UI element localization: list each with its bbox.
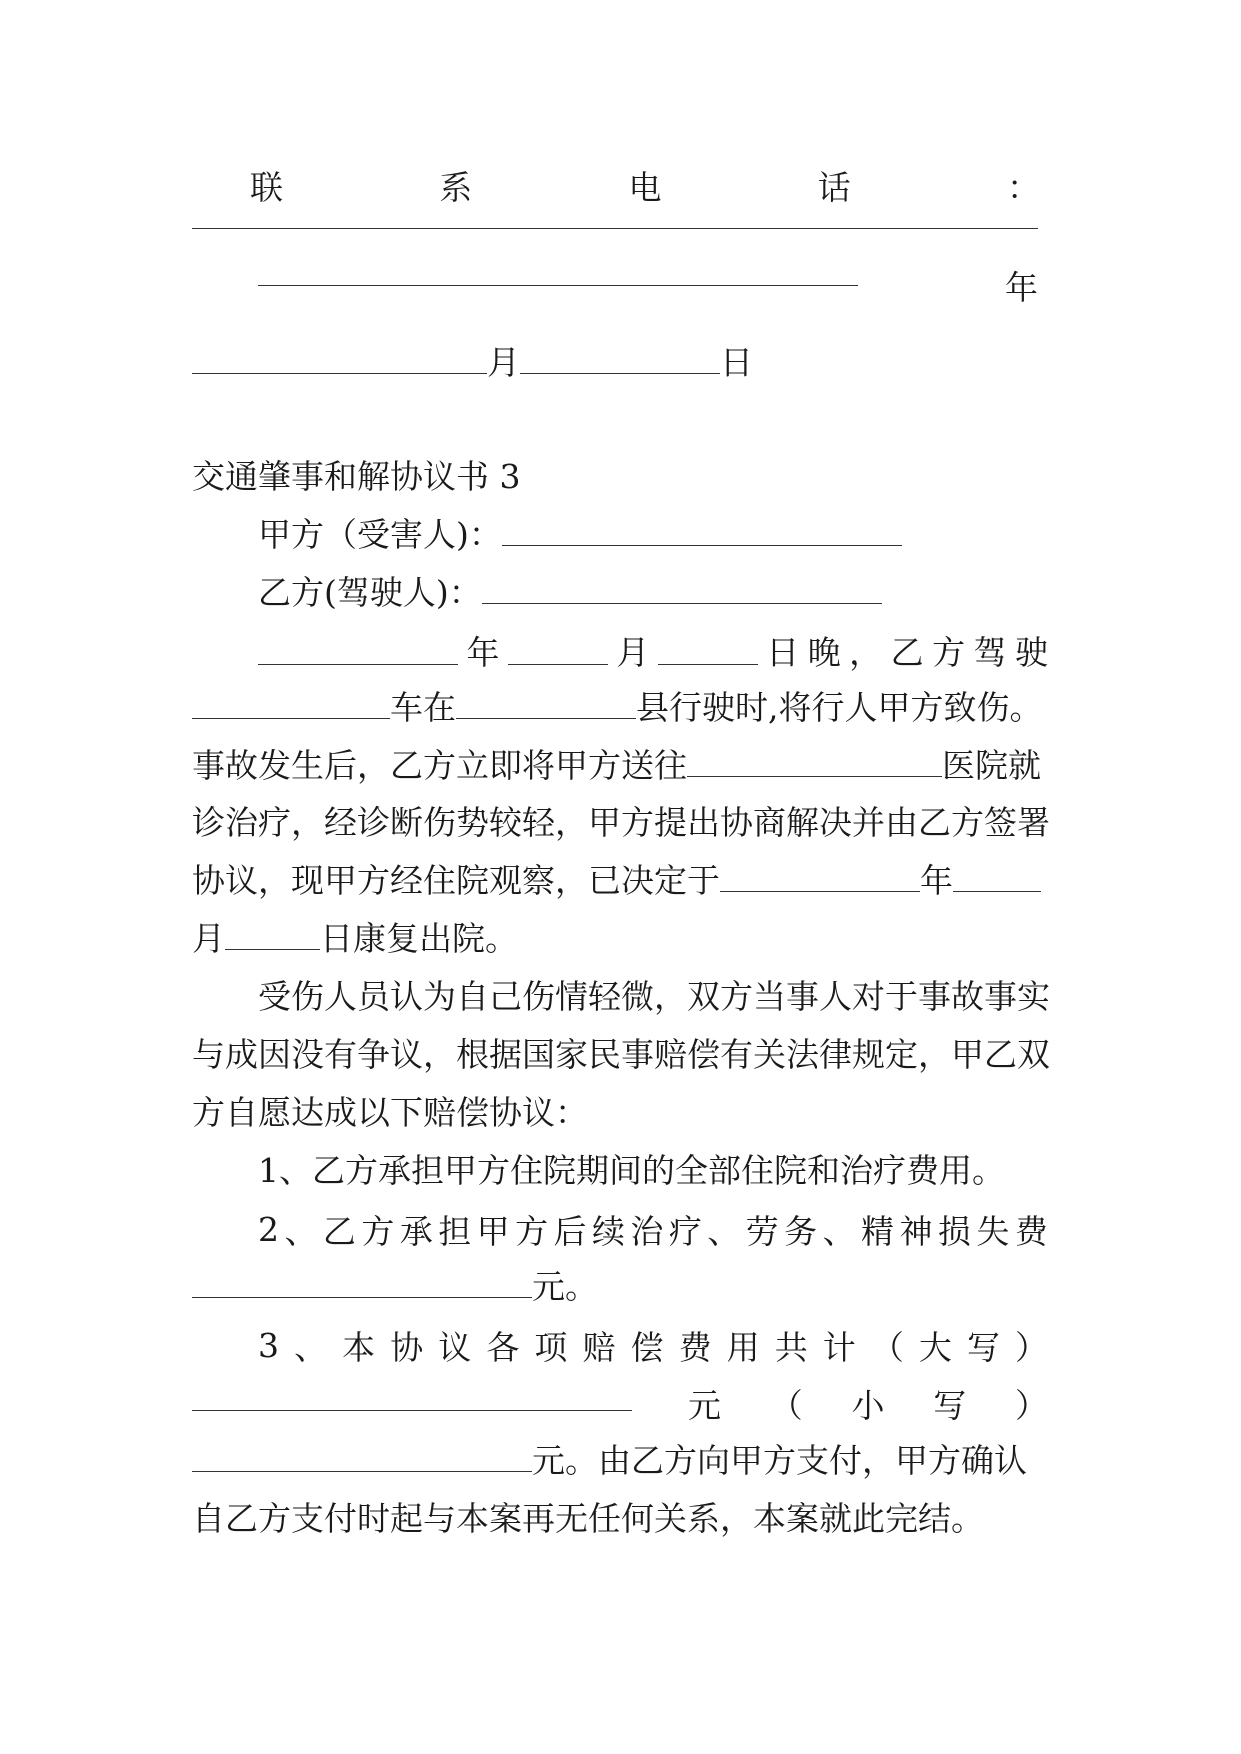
- incident-line-6: 月 日康复出院。: [192, 919, 518, 958]
- item-3-char: 项: [534, 1327, 568, 1367]
- item-2-char: 续: [591, 1211, 625, 1251]
- incident-char: 驶: [1014, 632, 1048, 672]
- item-2-char: 担: [438, 1211, 472, 1251]
- item-2-line-2: 元。: [192, 1267, 598, 1307]
- item-3-char: 本: [342, 1327, 376, 1367]
- item-3-l2-char: 小: [851, 1385, 885, 1425]
- party-a-blank: [502, 515, 902, 546]
- contact-char: 电: [628, 167, 662, 207]
- item-2-char: 乙: [322, 1211, 356, 1251]
- item-3-char: 3: [258, 1325, 279, 1365]
- document-title: 交通肇事和解协议书 3: [192, 457, 521, 496]
- item-2-char: 方: [515, 1211, 549, 1251]
- incident-char: 驾: [973, 632, 1007, 672]
- item-3-char: 大: [918, 1327, 952, 1367]
- item-2-char: 承: [399, 1211, 433, 1251]
- item-3-l2-char: 元: [688, 1385, 721, 1425]
- statement-line-2: 与成因没有争议，根据国家民事赔偿有关法律规定，甲乙双: [192, 1035, 1050, 1074]
- item-3-char: 赔: [582, 1327, 616, 1367]
- item-3-char: 用: [726, 1327, 760, 1367]
- incident-char: 晚: [807, 632, 841, 672]
- item-2-char: 失: [976, 1211, 1010, 1251]
- incident-line-1: 年 月 日 晚 ， 乙 方 驾 驶: [258, 630, 1048, 670]
- item-3-l2-char: （: [769, 1385, 803, 1425]
- item-3-line-2: [688, 1383, 1048, 1423]
- contact-char: ：: [1007, 167, 1040, 207]
- date-month-day-line: 月 日: [192, 343, 753, 383]
- contact-char: 系: [439, 167, 473, 207]
- item-2-char: 、: [284, 1211, 318, 1251]
- item-2-char: 甲: [476, 1211, 510, 1251]
- item-3-char: 协: [390, 1327, 424, 1367]
- party-b-blank: [482, 573, 882, 604]
- item-2-char: 损: [937, 1211, 971, 1251]
- statement-line-1: 受伤人员认为自己伤情轻微，双方当事人对于事故事实: [258, 977, 1050, 1016]
- item-3-l2-char: 写: [933, 1385, 967, 1425]
- item-2-char: 、: [707, 1211, 741, 1251]
- item-3-uppercase-blank: [192, 1410, 632, 1411]
- item-3-char: 写: [966, 1327, 1000, 1367]
- party-a-label: 甲方（受害人)：: [258, 515, 502, 554]
- item-3-line-3: 元。由乙方向甲方支付，甲方确认: [192, 1441, 1027, 1481]
- incident-char: 方: [932, 632, 966, 672]
- item-3-char: 偿: [630, 1327, 664, 1367]
- item-3-char: ）: [1015, 1327, 1048, 1367]
- contact-char: 联: [250, 167, 283, 207]
- incident-line-4: 诊治疗，经诊断伤势较轻，甲方提出协商解决并由乙方签署: [192, 803, 1050, 842]
- incident-char: 乙: [890, 632, 924, 672]
- item-2-char: 疗: [668, 1211, 702, 1251]
- item-2-char: 2: [258, 1209, 279, 1249]
- incident-line-2: 车在 县行驶时,将行人甲方致伤。: [192, 688, 1043, 728]
- item-3-char: 共: [774, 1327, 808, 1367]
- item-3-char: 计: [822, 1327, 856, 1367]
- item-3-line-4: 自乙方支付时起与本案再无任何关系，本案就此完结。: [192, 1499, 984, 1538]
- item-2-char: 治: [630, 1211, 664, 1251]
- incident-char: ，: [849, 632, 883, 672]
- item-2-char: 费: [1014, 1211, 1048, 1251]
- date-year-blank: [258, 285, 858, 286]
- statement-line-3: 方自愿达成以下赔偿协议：: [192, 1093, 588, 1132]
- item-2-char: 后: [553, 1211, 587, 1251]
- item-3-char: 议: [438, 1327, 472, 1367]
- party-b-line: [258, 573, 882, 613]
- item-3-char: （: [870, 1327, 904, 1367]
- incident-line-5: 协议，现甲方经住院观察，已决定于 年: [192, 861, 1041, 901]
- item-2-char: 务: [784, 1211, 818, 1251]
- incident-char: 日: [766, 632, 800, 672]
- item-3-l2-char: ）: [1015, 1385, 1048, 1425]
- item-3-char: 、: [294, 1327, 328, 1367]
- incident-line-3: 事故发生后，乙方立即将甲方送往 医院就: [192, 746, 1041, 785]
- item-2-line-1: [258, 1209, 1048, 1249]
- date-year-label: 年: [1005, 268, 1038, 307]
- item-2-char: 精: [861, 1211, 894, 1251]
- contact-char: 话: [817, 167, 851, 207]
- item-3-char: 费: [678, 1327, 712, 1367]
- party-a-line: [258, 515, 902, 555]
- item-2-char: 、: [822, 1211, 856, 1251]
- item-3-char: 各: [486, 1327, 520, 1367]
- item-2-char: 劳: [745, 1211, 779, 1251]
- item-2-char: 神: [899, 1211, 933, 1251]
- item-2-char: 方: [361, 1211, 395, 1251]
- contact-phone-label: [250, 165, 1040, 205]
- item-3-line-1: [258, 1325, 1048, 1365]
- item-1: 1、乙方承担甲方住院期间的全部住院和治疗费用。: [258, 1151, 1005, 1190]
- contact-phone-blank: [192, 228, 1038, 229]
- party-b-label: 乙方(驾驶人)：: [258, 573, 482, 612]
